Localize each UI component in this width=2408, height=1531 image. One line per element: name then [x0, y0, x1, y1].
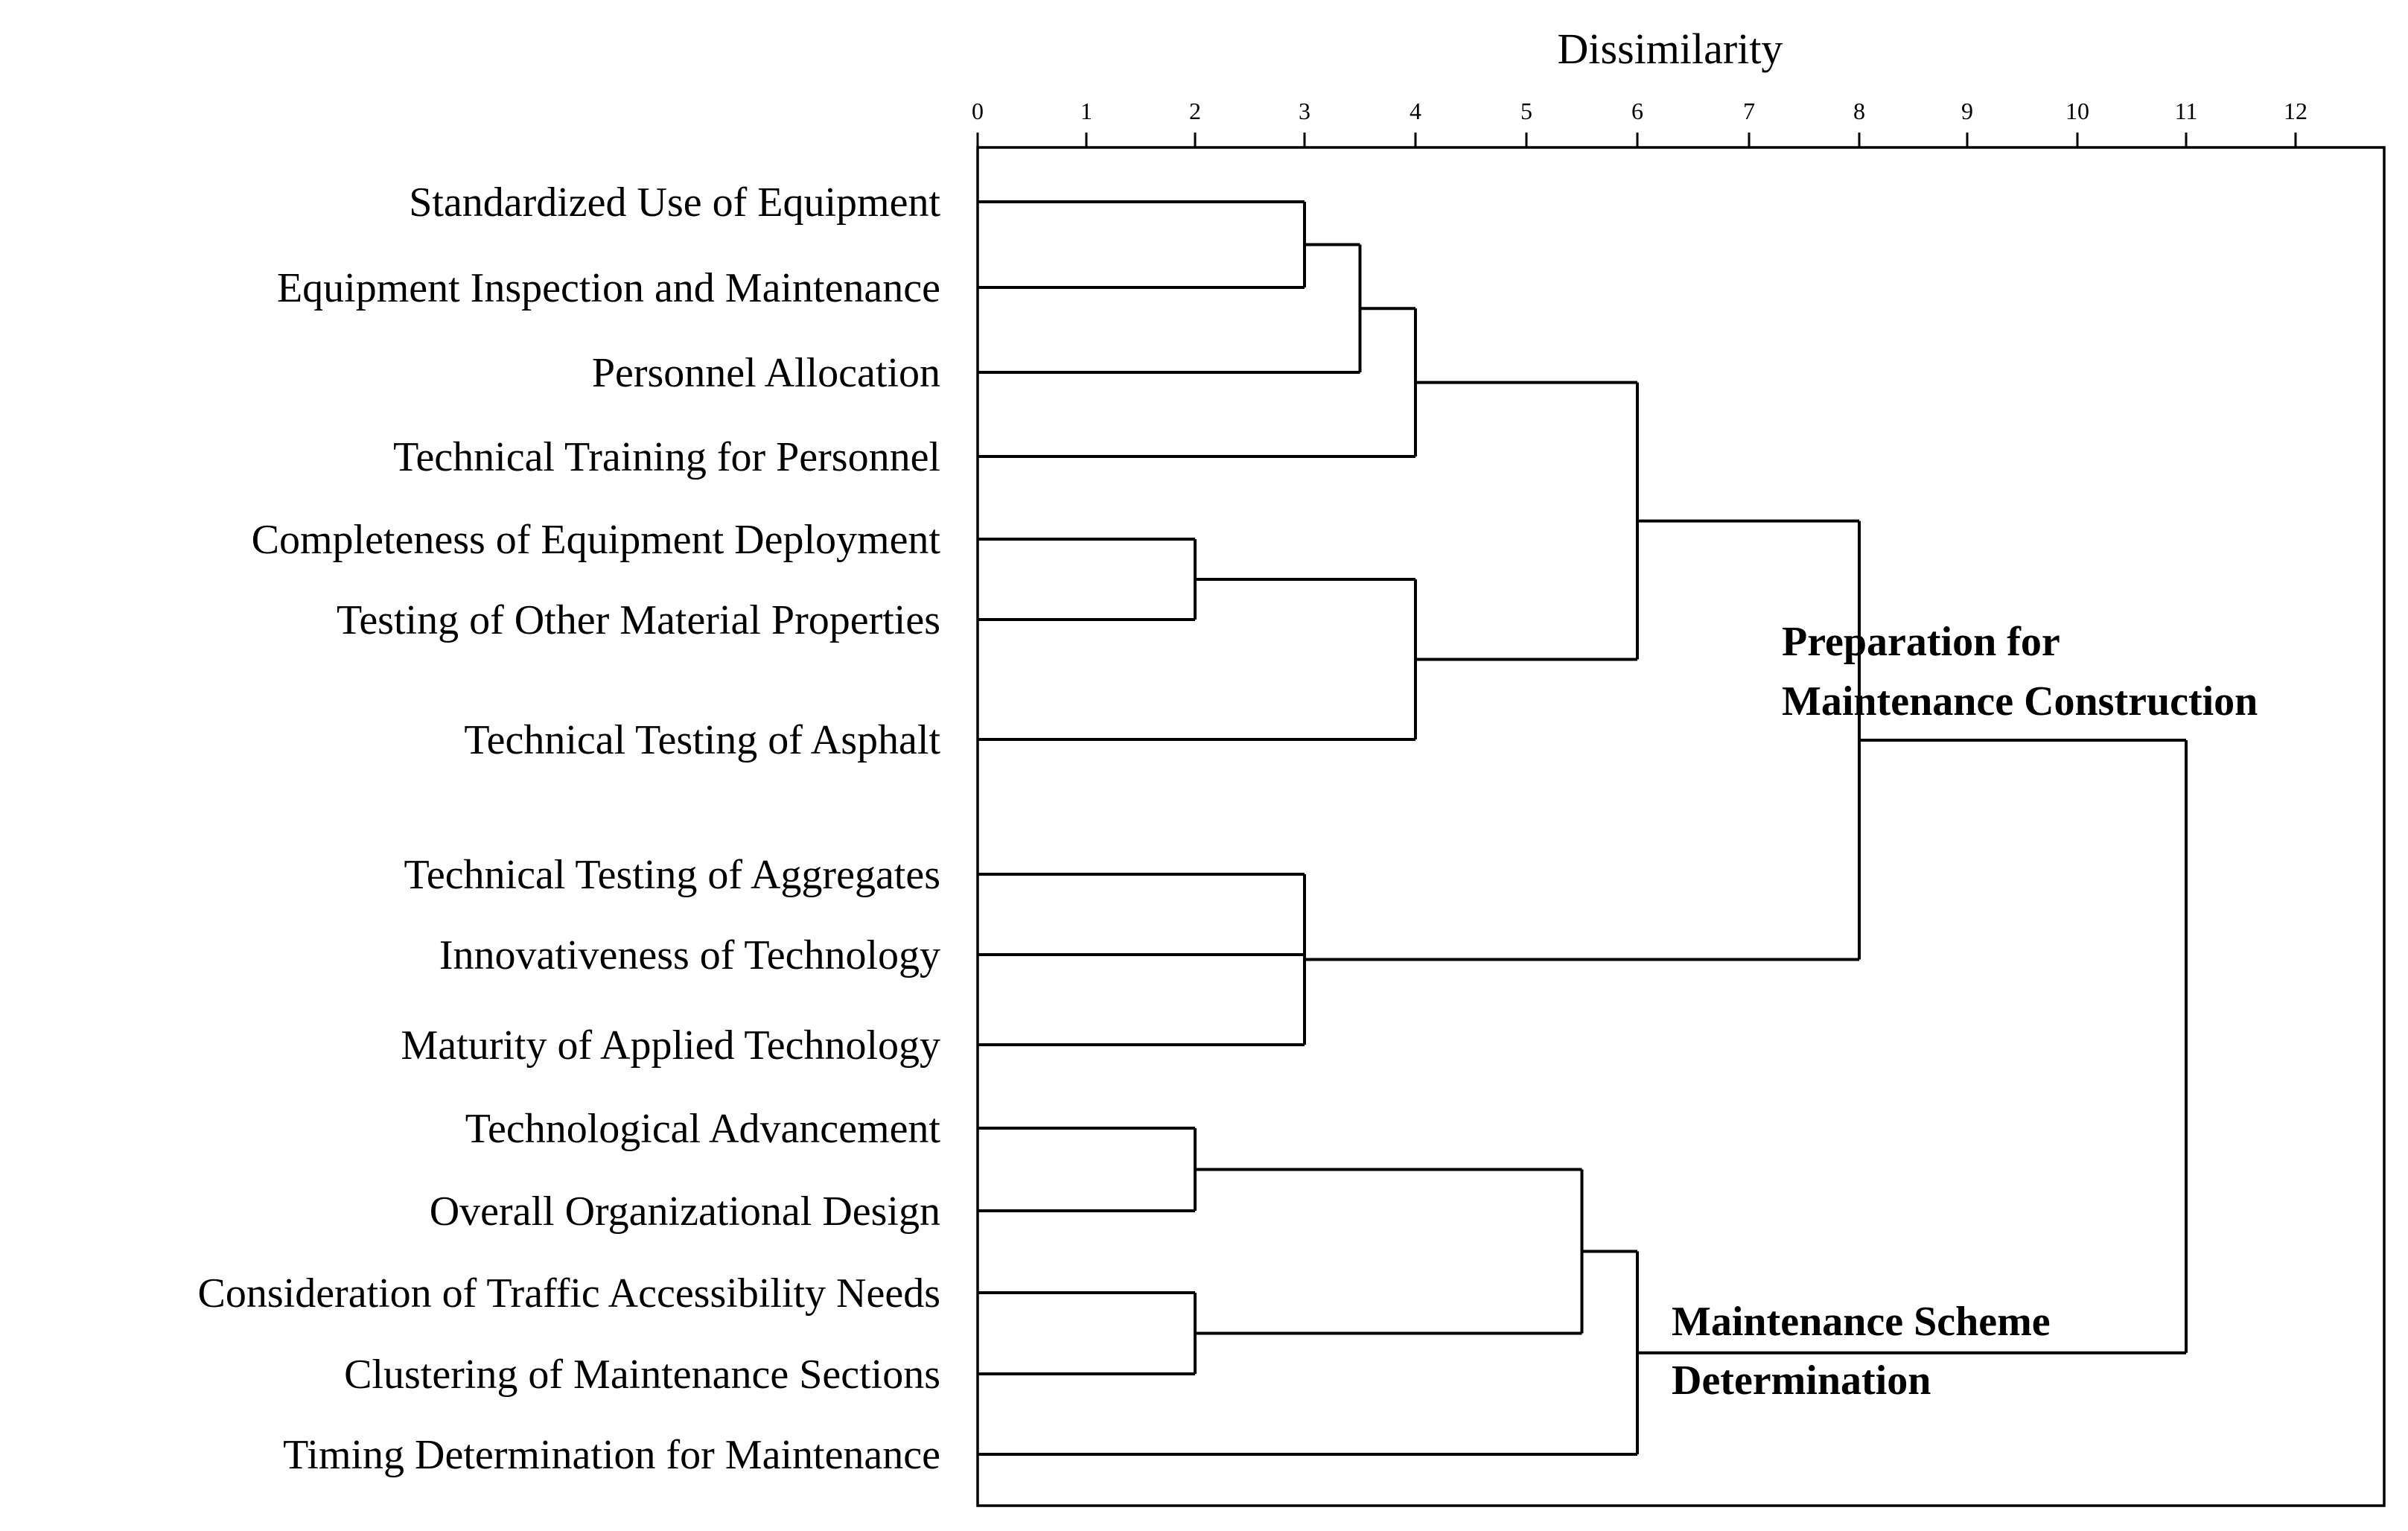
- dendrogram-lines: [978, 202, 2186, 1454]
- leaf-label: Standardized Use of Equipment: [409, 179, 940, 226]
- leaf-label: Technical Testing of Asphalt: [464, 717, 940, 763]
- x-tick-label: 12: [2284, 98, 2307, 124]
- leaf-label: Testing of Other Material Properties: [337, 597, 940, 643]
- x-axis-ticks: [972, 98, 2307, 147]
- leaf-label: Technological Advancement: [465, 1106, 940, 1152]
- x-tick-label: 11: [2174, 98, 2198, 124]
- x-tick-label: 7: [1743, 98, 1755, 124]
- leaf-label: Maturity of Applied Technology: [401, 1022, 940, 1069]
- leaf-label: Completeness of Equipment Deployment: [251, 517, 940, 563]
- leaf-label: Clustering of Maintenance Sections: [344, 1352, 940, 1398]
- leaf-label: Personnel Allocation: [591, 350, 940, 396]
- leaf-label: Consideration of Traffic Accessibility Needs: [197, 1270, 940, 1317]
- cluster-label-preparation-line-1: Preparation for: [1782, 619, 2060, 665]
- x-tick-label: 10: [2065, 98, 2089, 124]
- cluster-label-scheme-line-2: Determination: [1672, 1357, 1931, 1404]
- leaf-labels: [198, 179, 941, 1478]
- x-tick-label: 1: [1080, 98, 1092, 124]
- x-tick-label: 3: [1299, 98, 1310, 124]
- x-tick-label: 5: [1520, 98, 1532, 124]
- leaf-label: Innovativeness of Technology: [439, 932, 940, 978]
- leaf-label: Technical Training for Personnel: [393, 434, 940, 480]
- x-tick-label: 6: [1631, 98, 1643, 124]
- cluster-label-preparation-line-2: Maintenance Construction: [1782, 678, 2258, 725]
- x-axis-title: Dissimilarity: [1557, 25, 1783, 73]
- leaf-label: Overall Organizational Design: [429, 1188, 940, 1235]
- leaf-label: Equipment Inspection and Maintenance: [276, 265, 940, 311]
- leaf-label: Technical Testing of Aggregates: [404, 852, 940, 898]
- x-tick-label: 8: [1853, 98, 1865, 124]
- leaf-label: Timing Determination for Maintenance: [283, 1432, 940, 1478]
- x-tick-label: 4: [1410, 98, 1421, 124]
- cluster-label-scheme-line-1: Maintenance Scheme: [1672, 1299, 2051, 1345]
- x-tick-label: 9: [1961, 98, 1973, 124]
- x-tick-label: 2: [1189, 98, 1201, 124]
- x-tick-label: 0: [972, 98, 984, 124]
